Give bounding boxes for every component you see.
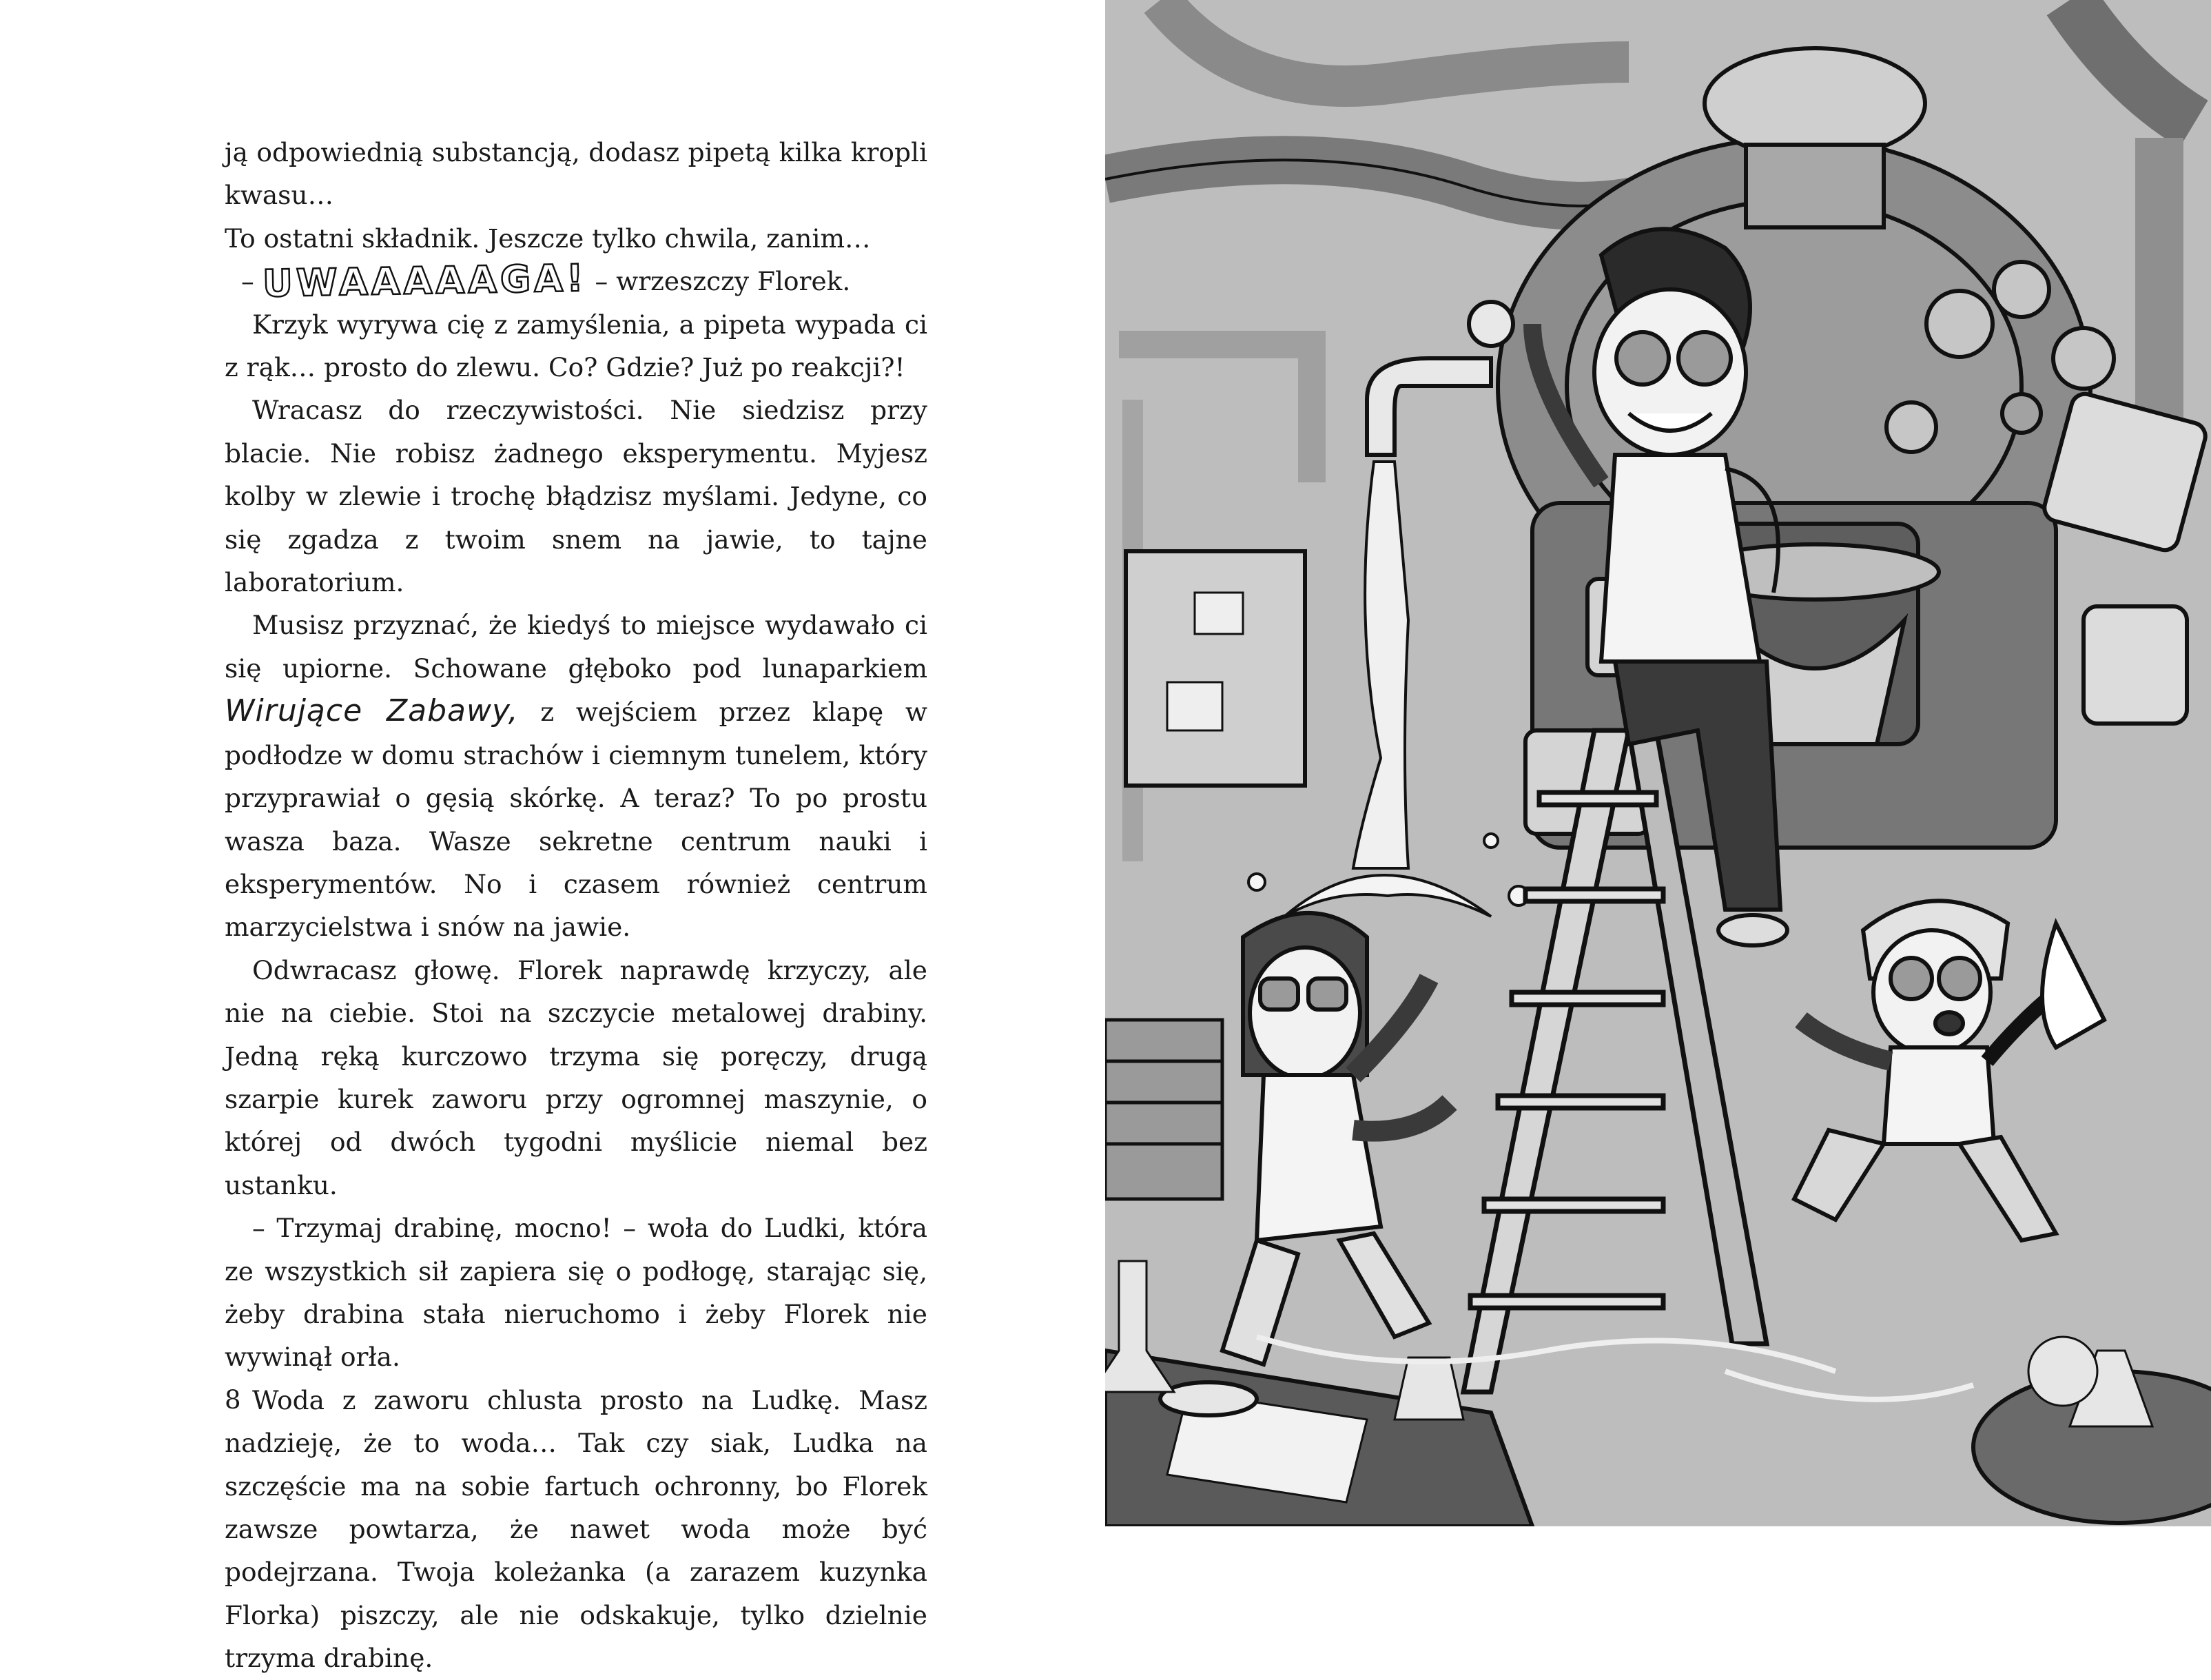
left-page — [0, 0, 1105, 1674]
shout-word: UWAAAAAGA! — [262, 256, 587, 306]
park-name: Wirujące Zabawy, — [225, 693, 519, 729]
paragraph-1: Krzyk wyrywa cię z zamyślenia, a pipeta wypada ci z rąk… prosto do zlewu. Co? Gdzie? Już po reakcji?! — [225, 309, 927, 383]
shout-line — [225, 256, 927, 306]
paragraph-3 — [225, 604, 927, 948]
text-line-2: To ostatni składnik. Jeszcze tylko chwila, zanim… — [225, 223, 871, 254]
paragraph-2: Wracasz do rzeczywistości. Nie siedzisz przy blacie. Nie robisz żadnego eksperymentu. Myjesz kolby w zlewie i trochę błądzisz myślami. Jedyne, co się zgadza z twoim snem na jawie, to tajne laboratorium. — [225, 395, 927, 598]
bulletin-board — [1126, 551, 1305, 786]
paragraph-4: Odwracasz głowę. Florek naprawdę krzyczy, ale nie na ciebie. Stoi na szczycie metalowej drabiny. Jedną ręką kurczowo trzyma się poręczy, drugą szarpie kurek zaworu przy ogromnej maszynie, o której od dwóch tygodni myślicie niemal bez ustanku. — [225, 954, 927, 1200]
lab-illustration — [1105, 0, 2211, 1526]
paragraph-5: – Trzymaj drabinę, mocno! – woła do Ludki, która ze wszystkich sił zapiera się o podłogę, starając się, żeby drabina stała nieruchomo i żeby Florek nie wywinął orła. — [225, 1213, 927, 1373]
dash: – — [241, 266, 254, 297]
illustration-page — [1105, 0, 2211, 1526]
cabinet — [1105, 1020, 1222, 1199]
paragraph-6: Woda z zaworu chlusta prosto na Ludkę. Masz nadzieję, że to woda… Tak czy siak, Ludka na szczęście ma na sobie fartuch ochronny, bo Florek zawsze powtarza, że nawet woda może być podejrzana. Twoja koleżanka (a zarazem kuzynka Florka) piszczy, ale nie odskakuje, tylko dzielnie trzyma drabinę. — [225, 1384, 927, 1674]
story-text — [225, 131, 927, 1680]
shout-attribution: – wrzeszczy Florek. — [595, 266, 851, 297]
text-line-1: ją odpowiednią substancją, dodasz pipetą kilka kropli kwasu… — [225, 137, 927, 211]
page-number: 8 — [225, 1385, 241, 1415]
paragraph-3-start: Musisz przyznać, że kiedyś to miejsce wydawało ci się upiorne. Schowane głęboko pod lunaparkiem — [225, 610, 927, 684]
paragraph-3-end: z wejściem przez klapę w podłodze w domu strachów i ciemnym tunelem, który przyprawiał o gęsią skórkę. A teraz? To po prostu wasza baza. Wasze sekretne centrum nauki i eksperymentów. No i czasem również centrum marzycielstwa i snów na jawie. — [225, 697, 927, 943]
